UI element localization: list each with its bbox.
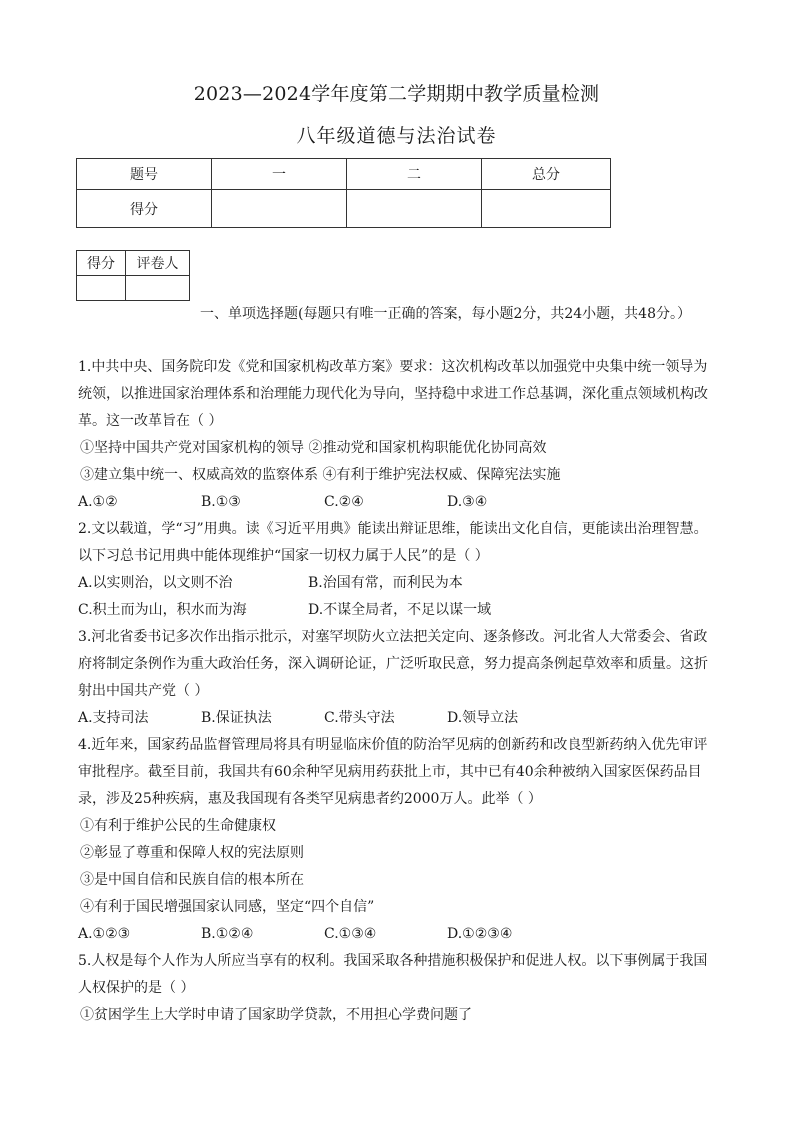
question-text-line: 4.近年来，国家药品监督管理局将具有明显临床价值的防治罕见病的创新药和改良型新药纳入优先审评 (78, 737, 708, 753)
score-table-score-row (77, 190, 611, 228)
question-3 (78, 624, 728, 732)
question-text-line: 统领，以推进国家治理体系和治理能力现代化为导向，坚持稳中求进工作总基调，深化重点领域机构改 (78, 386, 708, 402)
question-5 (78, 948, 728, 1029)
option-d[interactable]: D.③④ (447, 494, 488, 510)
answer-options (78, 489, 728, 516)
option-d[interactable]: D.不谋全局者，不足以谋一域 (308, 602, 492, 618)
grader-score-blank[interactable] (77, 276, 126, 301)
answer-options (78, 597, 728, 624)
score-row-label: 得分 (77, 190, 212, 228)
question-text-line: 1.中共中央、国务院印发《党和国家机构改革方案》要求：这次机构改革以加强党中央集中统一领导为 (78, 359, 708, 375)
option-c[interactable]: C.带头守法 (324, 710, 395, 726)
grader-name-label: 评卷人 (126, 251, 190, 276)
option-a[interactable]: A.①② (78, 494, 118, 510)
answer-options (78, 570, 728, 597)
option-d[interactable]: D.①②③④ (447, 926, 513, 942)
grader-name-blank[interactable] (126, 276, 190, 301)
statement-item: ①有利于维护公民的生命健康权 (80, 818, 276, 834)
option-b[interactable]: B.治国有常，而利民为本 (308, 575, 463, 591)
option-c[interactable]: C.②④ (324, 494, 364, 510)
question-text-line: 射出中国共产党（ ） (78, 683, 209, 699)
question-text-line: 5.人权是每个人作为人所应当享有的权利。我国采取各种措施积极保护和促进人权。以下事例属于我国 (78, 953, 708, 969)
question-2 (78, 516, 728, 624)
score-table-header-row (77, 159, 611, 190)
score-cell-label: 题号 (77, 159, 212, 190)
question-text-line: 府将制定条例作为重大政治任务，深入调研论证，广泛听取民意，努力提高条例起草效率和质量。这折 (78, 656, 708, 672)
question-text-line: 以下习总书记用典中能体现维护“国家一切权力属于人民”的是（ ） (78, 548, 489, 564)
option-b[interactable]: B.①③ (201, 494, 241, 510)
question-4 (78, 732, 728, 948)
question-text-line: 录，涉及25种疾病，惠及我国现有各类罕见病患者约2000万人。此举（ ） (78, 791, 542, 807)
grader-score-label: 得分 (77, 251, 126, 276)
option-b[interactable]: B.保证执法 (201, 710, 272, 726)
statement-item: ②彰显了尊重和保障人权的宪法原则 (80, 845, 304, 861)
questions-content (78, 354, 728, 1029)
question-1 (78, 354, 728, 516)
option-c[interactable]: C.①③④ (324, 926, 377, 942)
statement-item: ③建立集中统一、权威高效的监察体系 ④有利于维护宪法权威、保障宪法实施 (80, 467, 561, 483)
option-b[interactable]: B.①②④ (201, 926, 254, 942)
answer-options (78, 705, 728, 732)
statement-item: ①坚持中国共产党对国家机构的领导 ②推动党和国家机构职能优化协同高效 (80, 440, 547, 456)
exam-title: 2023—2024学年度第二学期期中教学质量检测 (193, 83, 600, 105)
score-blank-2[interactable] (347, 190, 482, 228)
question-text-line: 3.河北省委书记多次作出指示批示，对塞罕坝防火立法把关定向、逐条修改。河北省人大常委会、省政 (78, 629, 708, 645)
statement-item: ③是中国自信和民族自信的根本所在 (80, 872, 304, 888)
question-text-line: 2.文以载道，学“习”用典。读《习近平用典》能读出辩证思维，能读出文化自信，更能读出治理智慧。 (78, 521, 708, 537)
question-text-line: 人权保护的是（ ） (78, 980, 195, 996)
score-blank-total[interactable] (482, 190, 611, 228)
score-cell-part1: 一 (212, 159, 347, 190)
option-d[interactable]: D.领导立法 (447, 710, 519, 726)
answer-options (78, 921, 728, 948)
score-table (76, 158, 611, 228)
score-blank-1[interactable] (212, 190, 347, 228)
statement-item: ①贫困学生上大学时申请了国家助学贷款，不用担心学费问题了 (80, 1007, 472, 1023)
score-cell-total: 总分 (482, 159, 611, 190)
statement-item: ④有利于国民增强国家认同感，坚定“四个自信” (80, 899, 375, 915)
exam-subtitle: 八年级道德与法治试卷 (296, 125, 497, 147)
score-cell-part2: 二 (347, 159, 482, 190)
option-c[interactable]: C.积土而为山，积水而为海 (78, 602, 247, 618)
question-text-line: 审批程序。截至目前，我国共有60余种罕见病用药获批上市，其中已有40余种被纳入国家医保药品目 (78, 764, 702, 780)
option-a[interactable]: A.①②③ (78, 926, 131, 942)
option-a[interactable]: A.支持司法 (78, 710, 149, 726)
question-text-line: 革。这一改革旨在（ ） (78, 413, 223, 429)
grader-table (76, 250, 190, 301)
section-title: 一、单项选择题(每题只有唯一正确的答案，每小题2分，共24小题，共48分。） (200, 306, 691, 322)
option-a[interactable]: A.以实则治，以文则不治 (78, 575, 233, 591)
